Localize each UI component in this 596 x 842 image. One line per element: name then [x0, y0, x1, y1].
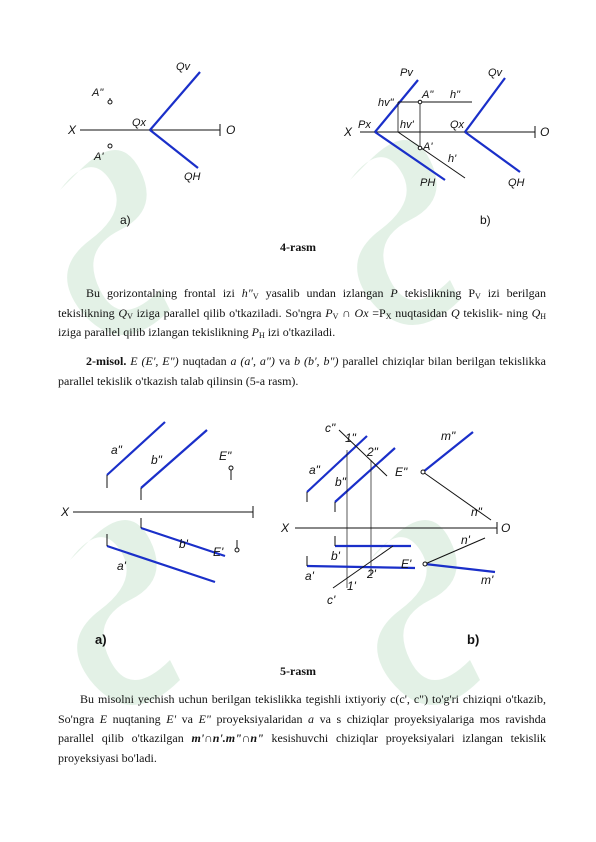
trace-qh: [150, 130, 198, 168]
point-a1: [108, 144, 112, 148]
point-e2: [229, 466, 233, 470]
figure-4b: [330, 50, 570, 230]
label-e1: E': [213, 545, 224, 559]
label-e2: E": [219, 449, 232, 463]
label-o: O: [501, 521, 511, 535]
point-a2: [108, 100, 112, 104]
label-hv2: hv": [378, 97, 394, 109]
label-m2: m": [441, 429, 456, 443]
figure-4-caption: 4-rasm: [280, 240, 316, 254]
label-a2: a": [111, 443, 122, 457]
label-x: X: [344, 125, 353, 139]
label-a1: a': [117, 559, 126, 573]
point-e1: [423, 562, 427, 566]
label-1-2: 1": [345, 431, 356, 445]
label-m1: m': [481, 573, 494, 587]
label-x: X: [61, 505, 70, 519]
label-qh: QH: [508, 177, 525, 189]
label-a2: A": [92, 87, 104, 99]
label-qx: Qx: [132, 117, 147, 129]
figure-5b: [275, 410, 545, 650]
label-n2: n": [471, 505, 482, 519]
label-h2: h": [450, 89, 461, 101]
paragraph-3: Bu misolni yechish uchun berilgan tekislikka tegishli ixtiyoriy c(c', c") to'g'ri chiziqni o'tkazib, So'ngra E nuqtaning E' va E" proyeksiyalaridan a va s chiziqlar proyeksiyalariga mos ravishda parallel qilib o'tkazilgan m'∩n'.m"∩n" kesishuvchi chiziqlar proyeksiyalari izlangan tekislik proyeksiyasi bo'ladi.: [58, 692, 546, 765]
label-n1: n': [461, 533, 470, 547]
label-ph: PH: [420, 177, 436, 189]
label-qv: Qv: [488, 67, 503, 79]
line-m1: [425, 564, 495, 572]
panel-a-label: a): [95, 632, 107, 647]
panel-b-label: b): [467, 632, 480, 647]
label-px: Px: [358, 119, 371, 131]
label-a1: A': [94, 151, 104, 163]
label-a1: A': [423, 141, 433, 153]
label-qx: Qx: [450, 119, 465, 131]
paragraph-2: 2-misol. E (E', E") nuqtadan a (a', a") va b (b', b") parallel chiziqlar bilan berilgan tekislikka parallel tekislik o'tkazish talab qilinsin (5-a rasm).: [58, 354, 546, 388]
label-h1: h': [448, 153, 457, 165]
label-a1: a': [305, 569, 314, 583]
panel-b-label: b): [480, 213, 491, 227]
label-x: X: [68, 123, 77, 137]
trace-qv: [150, 72, 200, 130]
label-e2: E": [395, 465, 408, 479]
label-o: O: [540, 125, 550, 139]
label-qv: Qv: [176, 61, 191, 73]
label-x: X: [281, 521, 290, 535]
figure-5a: [55, 410, 275, 650]
label-pv: Pv: [400, 67, 413, 79]
label-c2: c": [325, 421, 336, 435]
label-2-2: 2": [367, 445, 378, 459]
point-e1: [235, 548, 239, 552]
label-b2: b": [151, 453, 162, 467]
point-e2: [421, 470, 425, 474]
figure-4a: [60, 50, 260, 230]
label-2-1: 2': [367, 567, 376, 581]
label-o: O: [226, 123, 236, 137]
label-b1: b': [179, 537, 188, 551]
line-n1: [425, 538, 485, 564]
panel-a-label: a): [120, 213, 131, 227]
label-e1: E': [401, 557, 412, 571]
point-a1: [418, 146, 422, 150]
label-a2: a": [309, 463, 320, 477]
label-hv1: hv': [400, 119, 414, 131]
trace-qh: [465, 132, 520, 172]
paragraph-1: Bu gorizontalning frontal izi $h"_V$ yasalib undan izlangan P tekislikning $P_V$ izi berilgan tekislikning $Q_V$ iziga parallel qilib o'tkaziladi. So'ngra $P_V$ ∩ $Ox =P_X$ nuqtasidan Q tekislik- ning $Q_H$ iziga parallel qilib izlangan tekislikning $P_H$ izi o'tkaziladi.: [58, 286, 547, 340]
line-a1: [307, 566, 415, 568]
trace-qv: [465, 78, 505, 132]
label-1-1: 1': [347, 579, 356, 593]
label-b1: b': [331, 549, 340, 563]
figure-5-caption: 5-rasm: [280, 664, 316, 678]
label-qh: QH: [184, 171, 201, 183]
label-c1: c': [327, 593, 336, 607]
label-b2: b": [335, 475, 346, 489]
trace-ph: [375, 132, 445, 180]
label-a2: A": [422, 89, 434, 101]
